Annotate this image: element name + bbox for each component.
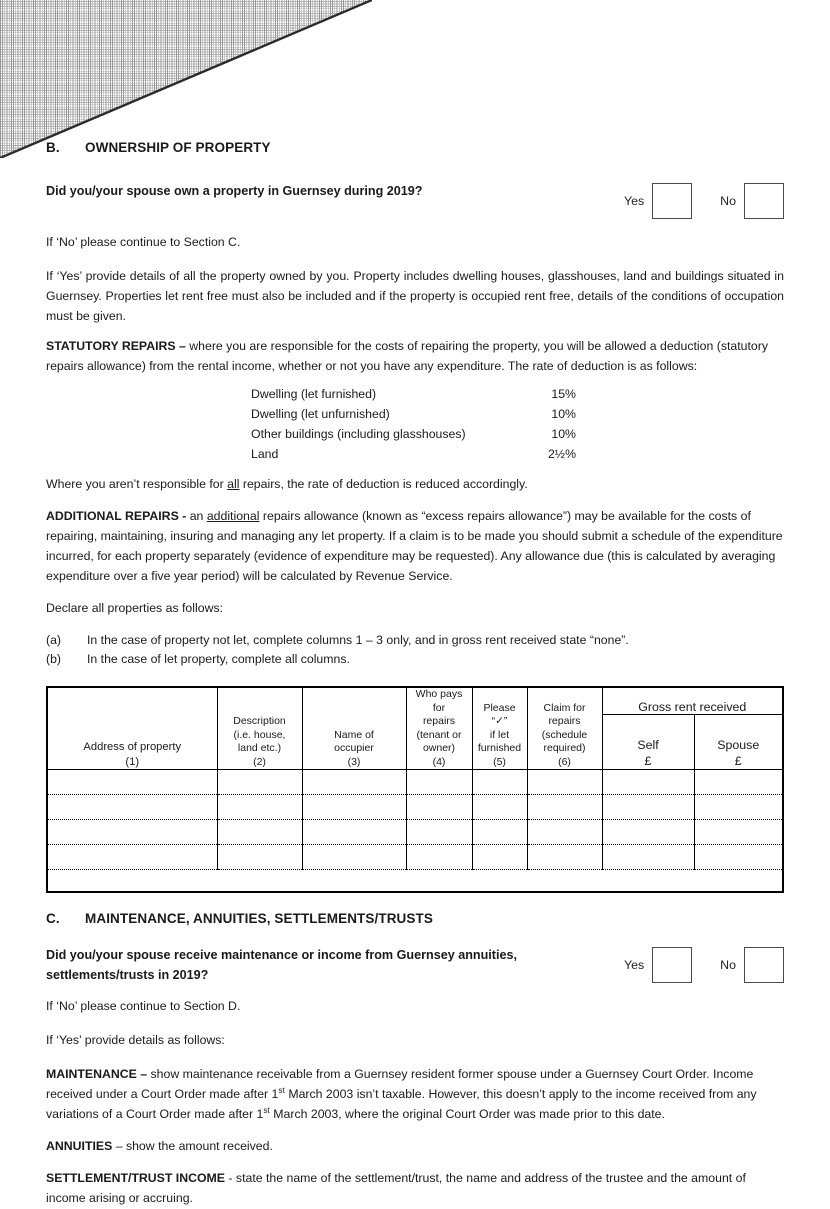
section-c-title: MAINTENANCE, ANNUITIES, SETTLEMENTS/TRUSTS [85,911,433,927]
section-c-question-row [46,946,784,985]
header-line: repairs [422,715,456,728]
header-line: owner) [422,742,456,755]
declare-bullet-b [46,650,784,670]
additional-repairs-underline: additional [206,508,260,523]
cell-gross-spouse[interactable] [694,794,782,819]
cell-gross-self[interactable] [602,794,694,819]
rate-percent: 10% [551,427,576,442]
header-line: (6) [558,755,571,768]
rate-label: Dwelling (let furnished) [251,387,377,402]
cell-address[interactable] [48,794,217,819]
section-b-yes [624,183,692,219]
header-line: furnished [477,742,522,755]
table-row [48,844,782,869]
header-line: Description [233,715,286,728]
section-b-heading [46,140,784,155]
table-header-row [48,688,782,714]
cell-who-pays[interactable] [406,769,472,794]
additional-repairs-pre: an [189,508,207,523]
section-c-settlement-trust-income [46,1169,784,1209]
section-b-all-repairs-note [46,475,784,495]
rate-row [251,425,576,445]
declare-properties-intro: Declare all properties as follows: [46,600,224,615]
annuities-body: – show the amount received. [115,1139,273,1153]
section-b-yesno-group [624,182,784,219]
additional-repairs-lead: ADDITIONAL REPAIRS - [46,508,190,523]
table-row [48,769,782,794]
rate-percent: 10% [551,407,576,422]
rate-row [251,405,576,425]
cell-occupier[interactable] [302,794,406,819]
cell-who-pays[interactable] [406,819,472,844]
maintenance-part1: show maintenance receivable from a Guernsey resident former spouse under a Guernsey Court Order. Income received under a Court Order made after 1 [46,1067,754,1102]
col-header-gross-spouse [694,715,782,770]
maintenance-part3: March 2003, where the original Court Order was made prior to this date. [269,1107,665,1122]
section-b-yes-checkbox[interactable] [652,183,692,219]
col-header-occupier [302,688,406,769]
cell-occupier[interactable] [302,844,406,869]
cell-let-furnished[interactable] [472,844,527,869]
section-b-question: Did you/your spouse own a property in Guernsey during 2019? [46,184,423,198]
rate-row [251,445,576,465]
annuities-lead: ANNUITIES [46,1139,116,1153]
col-header-gross-self [602,715,694,770]
table-body [48,769,782,891]
all-repairs-underline: all [227,477,240,492]
statutory-repairs-body: where you are responsible for the costs of repairing the property, you will be allowed a deduction (statutory repairs allowance) from the rental income, whether or not you have any expenditure. The rate of deduction is as follows: [46,338,768,373]
section-c-yes-note: If ‘Yes’ provide details as follows: [46,1033,225,1048]
section-c-no-label: No [720,958,736,973]
check-mark-glyph: “✓” [491,715,508,728]
cell-address[interactable] [48,769,217,794]
property-table [46,686,784,893]
section-b-question-row [46,182,784,219]
section-c-no-checkbox[interactable] [744,947,784,983]
section-c-yes-label: Yes [623,958,645,973]
currency-symbol: £ [644,753,652,768]
section-b-additional-repairs [46,507,784,587]
header-line: Spouse [717,737,760,752]
page-content [46,0,784,1209]
col-header-address [48,688,217,769]
header-line: (4) [432,755,446,768]
cell-gross-spouse[interactable] [694,769,782,794]
section-c-no [720,947,784,983]
cell-description[interactable] [217,769,302,794]
maintenance-superscript-2: st [263,1105,270,1115]
statutory-rate-list [251,385,576,465]
cell-claim[interactable] [527,844,602,869]
col-header-who-pays-repairs [406,688,472,769]
section-c-yes-checkbox[interactable] [652,947,692,983]
header-line: (1) [125,755,140,768]
table-row-footer-strip [48,869,782,891]
section-c-question-line2: settlements/trusts in 2019? [46,967,209,982]
cell-let-furnished[interactable] [472,819,527,844]
cell-let-furnished[interactable] [472,794,527,819]
currency-symbol: £ [734,753,742,768]
col-header-gross-rent-received: Gross rent received [602,688,782,714]
cell-gross-spouse[interactable] [694,844,782,869]
section-c-question-line1: Did you/your spouse receive maintenance or income from Guernsey annuities, [46,948,518,963]
cell-description[interactable] [217,844,302,869]
all-repairs-post: repairs, the rate of deduction is reduced accordingly. [239,477,528,492]
cell-gross-self[interactable] [602,819,694,844]
header-line: Who pays for [415,688,463,714]
header-line: (2) [253,755,266,768]
settlement-body: - state the name of the settlement/trust, the name and address of the trustee and the amount of income arising or accruing. [46,1170,746,1205]
section-b-title: OWNERSHIP OF PROPERTY [85,140,271,155]
header-line: Self [637,737,659,752]
maintenance-superscript-1: st [278,1085,285,1096]
cell-claim[interactable] [527,819,602,844]
settlement-lead: SETTLEMENT/TRUST INCOME [46,1170,229,1185]
header-line: occupier [334,742,374,755]
cell-description[interactable] [217,794,302,819]
header-line: Please [483,701,516,714]
header-line: Address of property [83,741,182,754]
section-b-yes-label: Yes [623,194,645,208]
col-header-claim-for-repairs [527,688,602,769]
statutory-repairs-lead: STATUTORY REPAIRS – [46,338,190,353]
bullet-b-mark: (b) [46,652,62,667]
col-header-let-furnished [472,688,527,769]
cell-gross-self[interactable] [602,844,694,869]
rate-label: Dwelling (let unfurnished) [251,407,390,422]
header-line: (3) [347,755,361,768]
section-b-statutory-repairs [46,337,784,377]
maintenance-lead: MAINTENANCE – [46,1067,151,1082]
header-line: land etc.) [237,742,282,755]
bullet-a-text: In the case of property not let, complete columns 1 – 3 only, and in gross rent received state “none”. [87,632,629,647]
header-line: (5) [493,755,506,768]
cell-claim[interactable] [527,794,602,819]
section-b-no-label: No [720,194,736,208]
cell-description[interactable] [217,819,302,844]
cell-claim[interactable] [527,769,602,794]
cell-who-pays[interactable] [406,794,472,819]
bullet-b-text: In the case of let property, complete all columns. [87,652,350,667]
all-repairs-pre: Where you aren’t responsible for [46,477,228,492]
rate-row [251,385,576,405]
header-line: Claim for [543,701,586,714]
header-line: repairs [548,715,581,728]
section-b-no [720,183,784,219]
section-b-letter: B. [46,140,60,155]
section-b-no-checkbox[interactable] [744,183,784,219]
cell-let-furnished[interactable] [472,769,527,794]
declare-bullet-a [46,631,784,651]
cell-gross-self[interactable] [602,769,694,794]
header-line: required) [543,742,586,755]
header-line: (tenant or [416,728,462,741]
section-c-question [46,946,517,985]
col-header-description [217,688,302,769]
section-c-heading [46,911,784,926]
rate-percent: 15% [551,387,576,402]
header-line: Name of [334,728,374,741]
cell-address[interactable] [48,844,217,869]
section-c-no-note: If ‘No’ please continue to Section D. [46,999,241,1014]
maintenance-part2: March 2003 isn’t taxable. However, this doesn’t apply to the income received from any variations of a Court Order made after 1 [46,1087,757,1122]
cell-who-pays[interactable] [406,844,472,869]
rate-label: Other buildings (including glasshouses) [251,427,466,442]
cell-gross-spouse[interactable] [694,819,782,844]
table-row [48,819,782,844]
section-b-yes-note: If ‘Yes’ provide details of all the property owned by you. Property includes dwelling houses, glasshouses, land and buildings situated in Guernsey. Properties let rent free must also be included and if the property is occupied rent free, details of the conditions of occupation must be given. [46,268,784,323]
rate-label: Land [251,447,279,462]
section-c-yesno-group [624,946,784,983]
section-b-no-note: If ‘No’ please continue to Section C. [46,235,241,249]
header-line: (schedule [541,728,588,741]
bullet-a-mark: (a) [46,632,62,647]
additional-repairs-post: repairs allowance (known as “excess repairs allowance”) may be available for the costs of repairing, maintaining, insuring and managing any let property. If a claim is to be made you should submit a schedule of the expenditure incurred, for each property separately (evidence of expenditure may be requested). Any allowance due (this is calculated by averaging expenditure over a five year period) will be calculated by Revenue Service. [46,508,783,583]
rate-percent: 2½% [547,447,576,462]
section-c-yes [624,947,692,983]
table-row [48,794,782,819]
cell-occupier[interactable] [302,819,406,844]
section-c-letter: C. [46,911,60,927]
section-c-annuities [46,1137,784,1157]
header-line: if let [489,728,510,741]
header-line: (i.e. house, [233,728,286,741]
cell-address[interactable] [48,819,217,844]
section-c-maintenance [46,1065,784,1125]
cell-occupier[interactable] [302,769,406,794]
cell-blank-strip [48,869,782,891]
